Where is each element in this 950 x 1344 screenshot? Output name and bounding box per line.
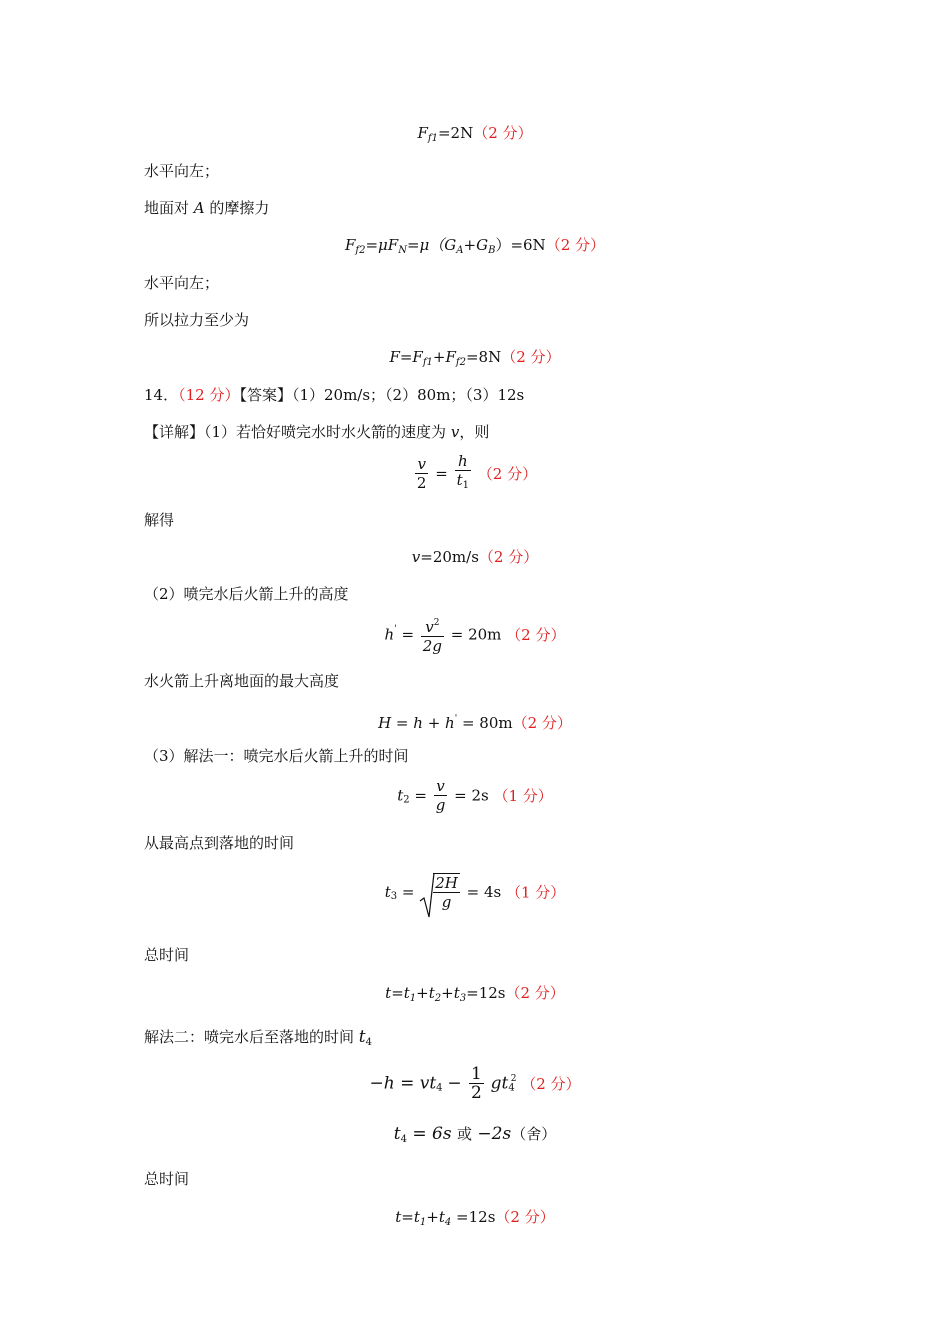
eq2-num-sup: 2 <box>433 618 440 628</box>
l17-s1: 1 <box>409 993 417 1004</box>
eq4-eq: = <box>414 786 427 805</box>
eq-v-result-score: （2 分） <box>478 548 539 566</box>
eq7-sub: 4 <box>400 1134 407 1145</box>
question-score: （12 分） <box>178 386 240 404</box>
detail-intro-a: 【详解】（1）若恰好喷完水时水火箭的速度为 <box>144 423 451 441</box>
detail-intro-b: ，则 <box>459 423 490 441</box>
eq3-score: （2 分） <box>512 714 572 732</box>
text-total-time-1: 总时间 <box>144 946 190 964</box>
text-part2: （2）喷完水后火箭上升的高度 <box>144 585 349 603</box>
frac-1-2 <box>469 1065 484 1102</box>
eq4-num: v <box>436 777 445 795</box>
eq4-sub: 2 <box>403 794 410 806</box>
eq3-result: = 80m <box>457 714 513 732</box>
eq-ff2 <box>0 235 950 261</box>
eq6-den: 2 <box>470 1083 482 1103</box>
text-part3: （3）解法一：喷完水后火箭上升的时间 <box>144 747 409 765</box>
eq6-g: gt <box>490 1073 509 1094</box>
eq5-eq: = <box>401 883 415 901</box>
eq-velocity-score: （2 分） <box>477 465 538 483</box>
eq-ff2-score: （2 分） <box>545 236 605 254</box>
eq2-score: （2 分） <box>506 626 566 644</box>
eq-kinematics <box>0 1065 950 1102</box>
text-direction-1: 水平向左； <box>144 162 220 180</box>
eq-ff2-B: B <box>488 245 496 256</box>
eq-total-force-f2: f2 <box>455 357 466 368</box>
eq-ff2-F: F <box>344 236 356 254</box>
eq-v-result-value: =20m/s <box>420 548 479 566</box>
eq7-t: t <box>393 1124 401 1144</box>
eq-max-height <box>0 709 950 733</box>
text-max-height: 水火箭上升离地面的最大高度 <box>144 672 340 690</box>
l20-score: （2 分） <box>495 1208 555 1226</box>
eq-total-time-2 <box>0 1207 950 1233</box>
text-solve: 解得 <box>144 511 175 529</box>
detail-intro-v: v <box>450 423 460 441</box>
eq6-score: （2 分） <box>521 1075 581 1093</box>
eq-total-force-F: F=F <box>389 348 423 366</box>
eq-ff2-plus: +G <box>463 236 489 254</box>
l20-p: +t <box>426 1208 445 1226</box>
eq-total-force <box>0 347 950 373</box>
eq7-a: = 6s <box>406 1124 457 1144</box>
eq4-score: （1 分） <box>493 787 553 805</box>
eq2-h: h <box>384 625 395 644</box>
method2-sub: 4 <box>365 1037 372 1048</box>
eq-t3 <box>0 873 950 911</box>
sqrt-sign <box>419 873 462 911</box>
eq2-prime: ' <box>394 624 397 635</box>
l20-s1: 1 <box>419 1217 427 1228</box>
eq6-num: 1 <box>470 1064 482 1084</box>
eq2-den: 2g <box>422 637 442 655</box>
eq7-or: 或 <box>456 1125 472 1143</box>
method2-a: 解法二：喷完水后至落地的时间 <box>144 1028 359 1046</box>
text-pull-force: 所以拉力至少为 <box>144 311 250 329</box>
eq-total-force-end: =8N <box>465 348 502 366</box>
eq7-b: −2s <box>472 1124 512 1144</box>
question-answer: 【答案】（1）20m/s；（2）80m；（3）12s <box>239 386 525 404</box>
frac-h-num: h <box>457 452 468 470</box>
l17-score: （2 分） <box>505 984 565 1002</box>
eq2-num: v <box>425 618 434 636</box>
frac-v2-2g <box>421 614 444 655</box>
frac-v-g <box>434 777 448 814</box>
eq6-a: −h = vt <box>369 1073 437 1094</box>
eq5-t: t <box>384 883 391 901</box>
eq-ff1-subscript: f1 <box>427 133 438 144</box>
text-ground-friction <box>0 198 950 218</box>
eq-total-force-score: （2 分） <box>501 348 561 366</box>
l17-p1: +t <box>416 984 435 1002</box>
eq2-eq: = <box>401 625 415 644</box>
eq-ff1 <box>0 123 950 149</box>
eq5-sub: 3 <box>390 891 398 902</box>
eq6-sup: 2 <box>510 1073 517 1084</box>
frac-h-t1 <box>455 452 471 495</box>
eq3-text: H = h + h <box>378 714 455 732</box>
l20-result: =12s <box>451 1208 496 1226</box>
eq5-den: g <box>441 893 452 911</box>
eq-ff1-value: =2N <box>437 124 474 142</box>
text-method2 <box>0 1027 950 1053</box>
eq5-result: = 4s <box>466 883 502 901</box>
eq-velocity-eq: = <box>435 464 448 483</box>
eq-t2 <box>0 777 950 814</box>
eq-total-time-1 <box>0 983 950 1009</box>
l17-s2: 2 <box>434 993 442 1004</box>
l17-s3: 3 <box>459 993 467 1004</box>
eq4-result: = 2s <box>454 786 489 805</box>
eq-ff2-A: A <box>456 245 464 256</box>
eq3-prime: ' <box>454 714 458 724</box>
eq-ff2-sub: f2 <box>355 245 366 256</box>
eq-ff1-symbol: F <box>417 124 428 142</box>
l17-result: =12s <box>466 984 506 1002</box>
frac-v-den: 2 <box>416 474 427 492</box>
eq5-num: 2H <box>435 874 458 892</box>
frac-v-2 <box>415 455 429 492</box>
text-total-time-2: 总时间 <box>144 1170 190 1188</box>
eq-total-force-plus: +F <box>432 348 456 366</box>
question-14-answer <box>0 385 950 405</box>
eq-velocity-ratio <box>0 452 950 495</box>
eq2-result: = 20m <box>450 625 502 644</box>
sqrt-radical-icon <box>419 871 435 921</box>
text-ground-friction-var: A <box>193 199 205 217</box>
eq7-note: （舍） <box>511 1125 557 1143</box>
frac-t-den: t <box>456 471 463 489</box>
eq-total-force-f1: f1 <box>422 357 433 368</box>
eq-v-result-v: v <box>411 548 421 566</box>
question-number: 14． <box>144 386 179 404</box>
text-ground-friction-b: 的摩擦力 <box>204 199 270 217</box>
l20-s4: 4 <box>444 1217 452 1228</box>
text-ground-friction-a: 地面对 <box>144 199 194 217</box>
l20-text: t=t <box>395 1208 420 1226</box>
eq4-den: g <box>435 796 446 814</box>
eq-v-result <box>0 547 950 567</box>
frac-2H-g <box>433 873 460 911</box>
eq5-score: （1 分） <box>506 883 566 902</box>
frac-t-sub: 1 <box>462 480 469 491</box>
eq-height-after <box>0 614 950 655</box>
eq-ff2-mu1: =μF <box>365 236 399 254</box>
eq6-minus: − <box>447 1073 467 1094</box>
method2-t: t <box>358 1027 366 1047</box>
detail-intro <box>0 422 950 442</box>
eq-t4 <box>0 1124 950 1150</box>
eq-ff2-mu2: =μ（G <box>406 236 457 254</box>
eq-ff1-score: （2 分） <box>473 124 533 142</box>
eq4-t: t <box>397 786 404 805</box>
eq-ff2-end: ）=6N <box>495 236 546 254</box>
eq-ff2-N: N <box>398 245 407 256</box>
text-direction-2: 水平向左； <box>144 274 220 292</box>
frac-v-num: v <box>417 455 426 473</box>
eq6-s4: 4 <box>436 1082 443 1094</box>
l17-text: t=t <box>385 984 410 1002</box>
text-fall-time: 从最高点到落地的时间 <box>144 834 295 852</box>
eq6-gs: 4 <box>508 1082 515 1094</box>
l17-p2: +t <box>441 984 460 1002</box>
